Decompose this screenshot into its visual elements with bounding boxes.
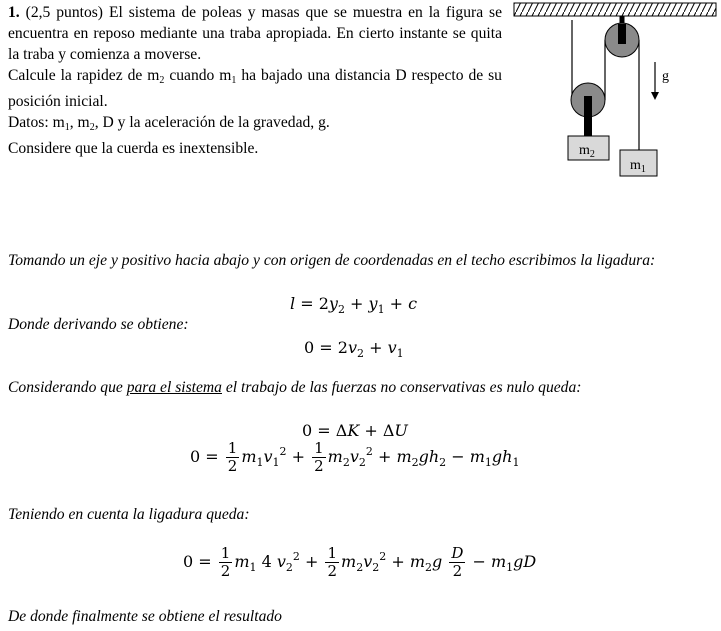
datos-sub-1: 1 — [64, 122, 70, 133]
equation-final: 0 = $\frac{1}{2}$ $m_1$ 4 $v_2^2$ + $\frac{1}{2}$ $m_2v_2^2 + m_2g$ $\frac{D}{2}$ − $m_1gD$ — [183, 544, 537, 580]
solution-line-4: Teniendo en cuenta la ligadura queda: — [8, 506, 250, 523]
mass-m2-sub: 2 — [589, 149, 595, 160]
mass-m1-label: m — [630, 158, 641, 173]
problem-paragraph-2 — [8, 65, 502, 112]
line3-pre: Considerando que — [8, 379, 127, 396]
equation-energy: 0 = ΔK + ΔU — [302, 421, 408, 440]
datos-b: , m — [69, 114, 90, 131]
sub-1: 1 — [231, 75, 237, 86]
problem-text-2c: ha bajado una distancia D respecto de su posición inicial. — [8, 67, 502, 110]
ceiling — [514, 3, 716, 16]
problem-statement — [8, 2, 502, 159]
lower-pulley-axle — [584, 96, 592, 136]
solution-line-3 — [8, 377, 581, 399]
datos-a: Datos: m — [8, 114, 65, 131]
upper-pulley-axle — [618, 24, 626, 44]
solution-line-1: Tomando un eje y positivo hacia abajo y con origen de coordenadas en el techo escribimos la ligadura: — [8, 252, 656, 269]
problem-number: 1. — [8, 4, 20, 21]
equation-energy-expanded: 0 = $\frac{1}{2}$ $m_1v_1^2$ + $\frac{1}{2}$ $m_2v_2^2 + m_2gh_2 - m_1gh_1$ — [190, 439, 520, 475]
sub-2: 2 — [159, 75, 165, 86]
problem-text-1: El sistema de poleas y masas que se muestra en la figura se encuentra en reposo mediante una traba apropiada. En cierto instante se quita la traba y comienza a moverse. — [8, 4, 503, 63]
pulley-figure — [510, 0, 720, 190]
line3-post: el trabajo de las fuerzas no conservativas es nulo queda: — [221, 379, 582, 396]
solution-line-2: Donde derivando se obtiene: — [8, 316, 189, 333]
problem-points: (2,5 puntos) — [25, 4, 104, 21]
datos-sub-2: 2 — [89, 122, 95, 133]
equation-velocity: $0 = 2v_2 + v_1$ — [304, 338, 404, 360]
gravity-label: g — [662, 69, 669, 84]
problem-text-4: Considere que la cuerda es inextensible. — [8, 140, 259, 157]
equation-constraint: $l = 2y_2 + y_1 + c$ — [290, 294, 418, 316]
problem-text-2b: cuando m — [164, 67, 232, 84]
gravity-arrow-head — [651, 92, 659, 100]
mass-m2-label: m — [579, 143, 590, 158]
mass-m1-sub: 1 — [640, 164, 646, 175]
line3-underlined: para el sistema — [126, 379, 222, 396]
datos-c: , D y la aceleración de la gravedad, g. — [94, 114, 330, 131]
problem-text-2a: Calcule la rapidez de m — [8, 67, 160, 84]
problem-paragraph-1 — [8, 2, 502, 65]
solution-line-5: De donde finalmente se obtiene el resultado — [8, 608, 282, 625]
problem-datos — [8, 112, 502, 138]
